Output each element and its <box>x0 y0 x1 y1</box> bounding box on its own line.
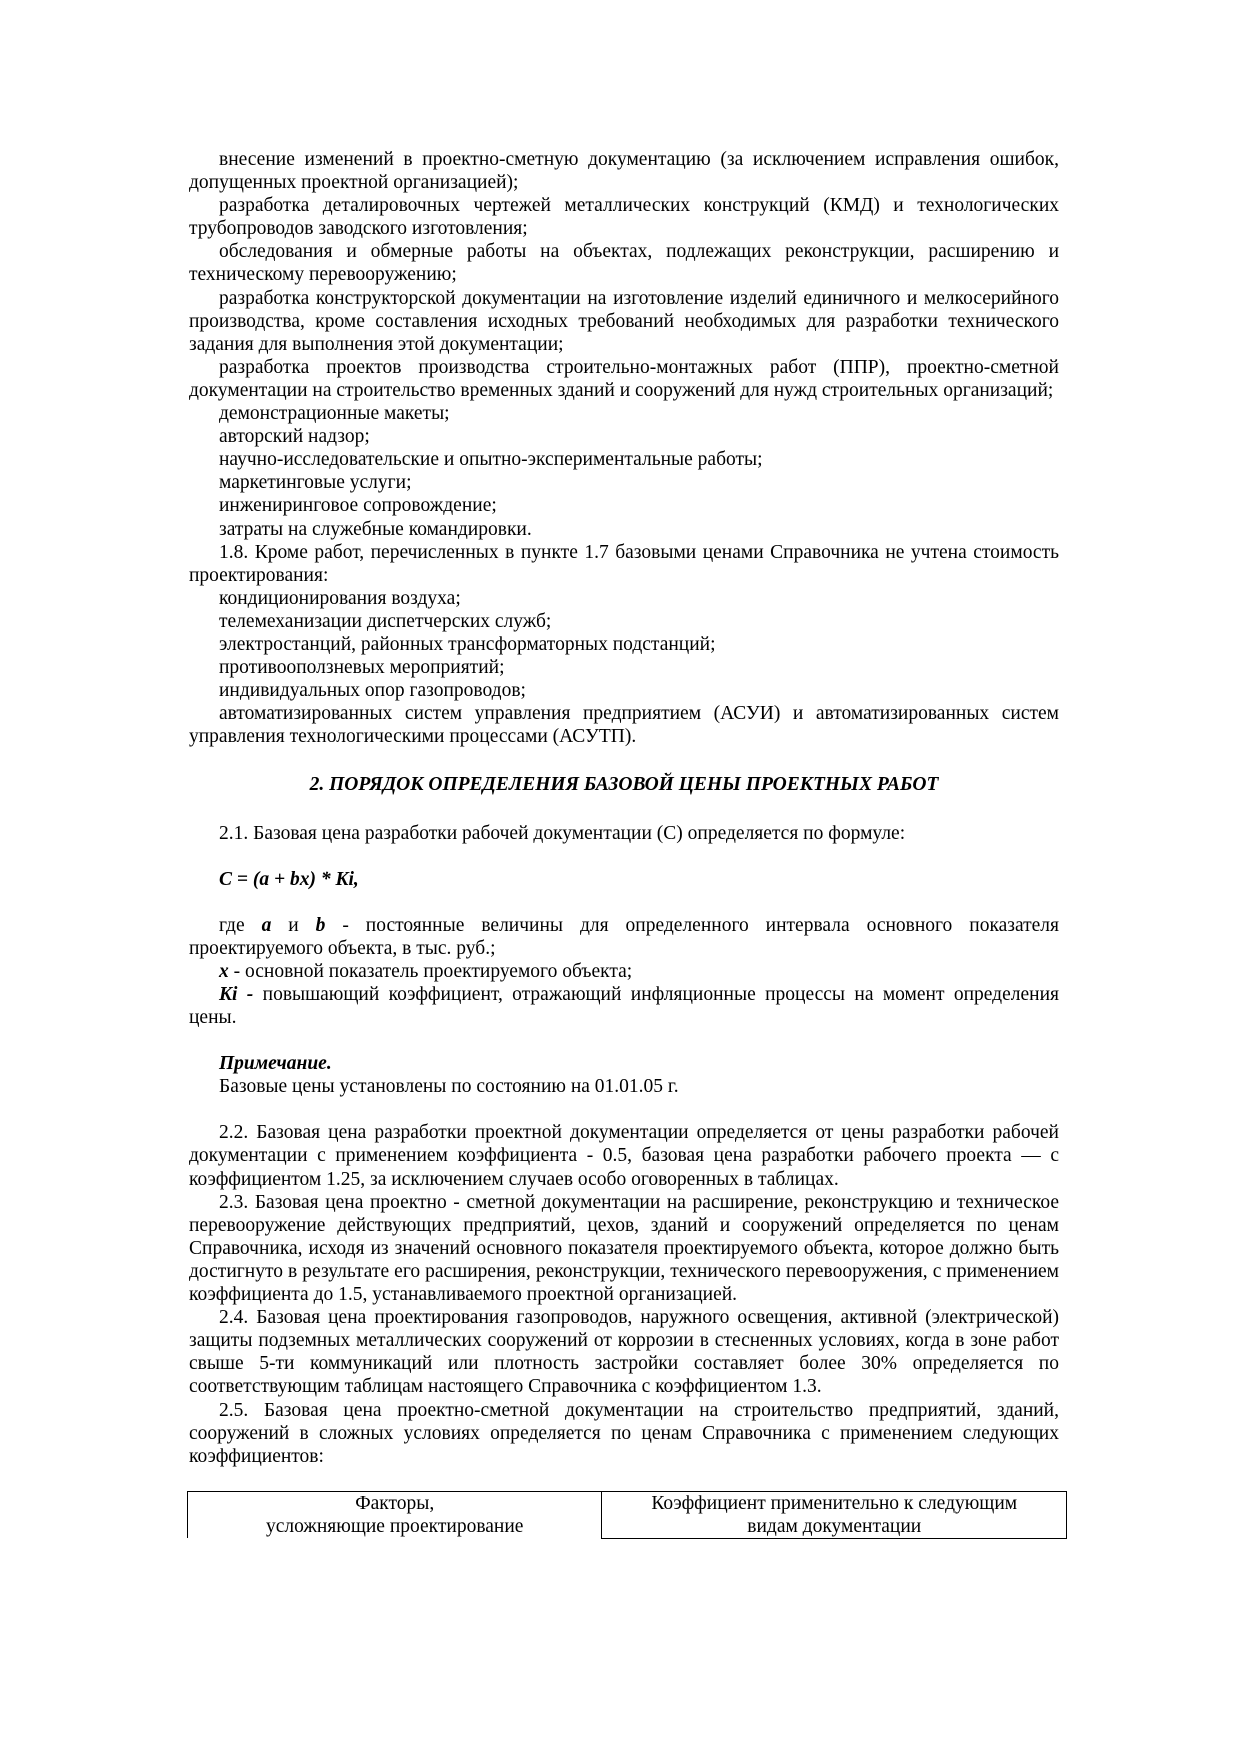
list-item: индивидуальных опор газопроводов; <box>219 680 526 702</box>
list-item: научно-исследовательские и опытно-экспериментальные работы; <box>219 449 763 471</box>
coefficients-table <box>187 1491 1067 1539</box>
list-item: автоматизированных систем управления предприятием (АСУИ) и автоматизированных систем управления технологическими процессами (АСУТП). <box>189 703 1059 748</box>
list-item: маркетинговые услуги; <box>219 472 412 494</box>
document-page <box>189 148 1059 1539</box>
table-header-coefficient: Коэффициент применительно к следующим видам документации <box>602 1491 1067 1538</box>
paragraph-2-2: 2.2. Базовая цена разработки проектной документации определяется от цены разработки рабочей документации с применением коэффициента - 0.5, базовая цена разработки рабочего проекта — с коэффициентом 1.25, за исключением случаев особо оговоренных в таблицах. <box>189 1122 1059 1190</box>
paragraph-2-5: 2.5. Базовая цена проектно-сметной документации на строительство предприятий, зданий, сооружений в сложных условиях определяется по ценам Справочника с применением следующих коэффициентов: <box>189 1399 1059 1467</box>
list-item: кондиционирования воздуха; <box>219 587 461 609</box>
list-item: разработка проектов производства строительно-монтажных работ (ППР), проектно-сметной документации на строительство временных зданий и сооружений для нужд строительных организаций; <box>189 356 1059 401</box>
list-item: разработка деталировочных чертежей металлических конструкций (КМД) и технологических трубопроводов заводского изготовления; <box>189 195 1059 240</box>
where-prefix: где <box>219 914 245 936</box>
paragraph-2-4: 2.4. Базовая цена проектирования газопроводов, наружного освещения, активной (электрической) защиты подземных металлических сооружений от коррозии в стесненных условиях, когда в зоне работ свыше 5-ти коммуникаций или плотность застройки составляет более 30% определяется по соответствующим таблицам настоящего Справочника с коэффициентом 1.3. <box>189 1307 1059 1398</box>
formula-x-definition <box>189 960 1059 983</box>
list-item: электростанций, районных трансформаторных подстанций; <box>219 633 716 655</box>
formula: С = (а + bx) * Ki, <box>219 868 359 890</box>
paragraph-2-3: 2.3. Базовая цена проектно - сметной документации на расширение, реконструкцию и техническое перевооружение действующих предприятий, цехов, зданий и сооружений определяется по ценам Справочника, исходя из значений основного показателя проектируемого объекта, которое должно быть достигнуто в результате его расширения, реконструкции, технического перевооружения, с применением коэффициента до 1.5, устанавливаемого проектной организацией. <box>189 1191 1059 1306</box>
section-heading: 2. ПОРЯДОК ОПРЕДЕЛЕНИЯ БАЗОВОЙ ЦЕНЫ ПРОЕКТНЫХ РАБОТ <box>309 774 939 796</box>
ki-text: повышающий коэффициент, отражающий инфляционные процессы на момент определения цены. <box>189 984 1059 1029</box>
note-title: Примечание. <box>219 1053 332 1075</box>
list-item: авторский надзор; <box>219 426 370 448</box>
list-item: телемеханизации диспетчерских служб; <box>219 610 552 632</box>
x-text: - основной показатель проектируемого объекта; <box>228 960 633 982</box>
list-item: инжениринговое сопровождение; <box>219 495 497 517</box>
formula-where <box>189 914 1059 960</box>
symbol-b: b <box>315 914 326 936</box>
paragraph-1-8: 1.8. Кроме работ, перечисленных в пункте 1.7 базовыми ценами Справочника не учтена стоимость проектирования: <box>189 541 1059 586</box>
symbol-ki: Ki - <box>219 984 254 1005</box>
list-item: обследования и обмерные работы на объектах, подлежащих реконструкции, расширению и техническому перевооружению; <box>189 241 1059 286</box>
list-item: демонстрационные макеты; <box>219 403 450 425</box>
note-text: Базовые цены установлены по состоянию на 01.01.05 г. <box>219 1076 679 1098</box>
symbol-a: а <box>261 914 272 936</box>
list-item: затраты на служебные командировки. <box>219 518 532 540</box>
list-item: разработка конструкторской документации на изготовление изделий единичного и мелкосерийного производства, кроме составления исходных требований необходимых для разработки технического задания для выполнения этой документации; <box>189 287 1059 355</box>
list-item: противооползневых мероприятий; <box>219 657 505 679</box>
paragraph-2-1: 2.1. Базовая цена разработки рабочей документации (С) определяется по формуле: <box>219 822 906 844</box>
where-text: - постоянные величины для определенного интервала основного показателя проектируемого объекта, в тыс. руб.; <box>189 914 1060 959</box>
table-header-row <box>188 1491 1067 1538</box>
symbol-x: x <box>219 960 229 982</box>
list-item: внесение изменений в проектно-сметную документацию (за исключением исправления ошибок, допущенных проектной организацией); <box>189 149 1059 194</box>
formula-ki-definition <box>189 983 1059 1029</box>
where-and: и <box>288 914 299 936</box>
table-header-factors: Факторы, усложняющие проектирование <box>188 1491 602 1538</box>
